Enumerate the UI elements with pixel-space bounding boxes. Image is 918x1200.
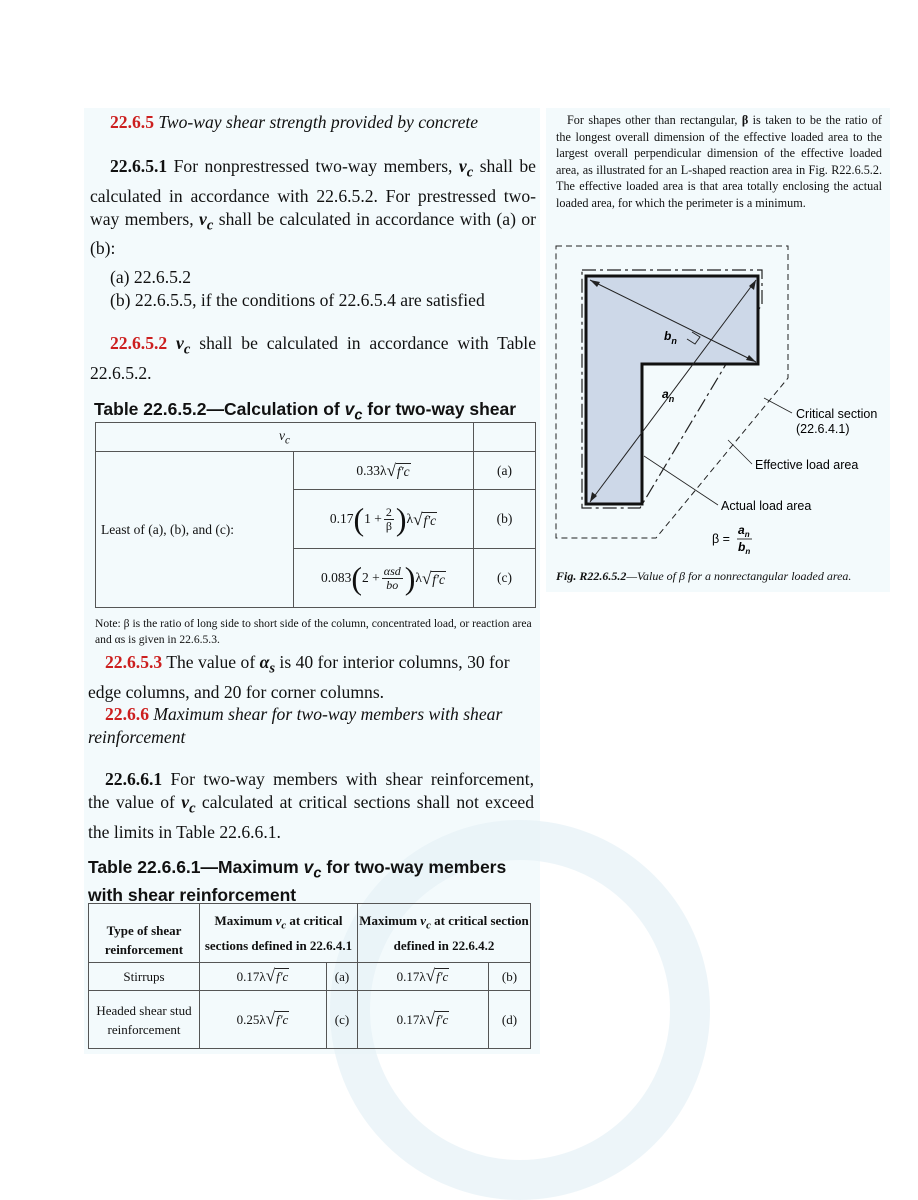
symbol-sub: c [313, 865, 322, 882]
table-row [89, 991, 531, 1049]
para-number: 22.6.5.1 [110, 156, 168, 176]
paragraph-22-6-6-1 [88, 768, 534, 844]
eq-lambda: λ [406, 511, 414, 526]
cell-value: 0.17λ √ f′c [358, 963, 489, 991]
commentary-part: is taken to be the ratio of the longest overall dimension of the effective loaded area to the largest overall perpendicular dimension of the effective loaded area, as illustrated for an L-shaped reaction area in Fig. R22.6.5.2. The effective loaded area is that area totally enclosing the actual loaded area, for which the perimeter is a minimum. [556, 113, 882, 210]
caption-text: —Value of β for a nonrectangular loaded area. [626, 569, 852, 583]
eq-num: αsd [383, 563, 401, 578]
header-text: at critical sections defined in 22.6.4.1 [204, 913, 353, 953]
eq-coef: 0.17λ [236, 969, 266, 984]
symbol-v: v [199, 208, 207, 229]
symbol-sub: c [285, 434, 290, 447]
para-text: shall be calculated in accordance with Table 22.6.5.2. [90, 333, 537, 383]
title-text: for two-way members [321, 857, 507, 877]
title-text: for two-way shear [362, 399, 517, 419]
label-actual-load: Actual load area [721, 499, 812, 513]
section-title: Two-way shear strength provided by concrete [158, 112, 479, 132]
cell-value: 0.25λ √ f′c [200, 991, 327, 1049]
label-critical-section: Critical section [796, 407, 878, 421]
paragraph-22-6-5-1 [90, 155, 536, 260]
para-text: calculated at critical sections shall not exceed the limits in Table 22.6.6.1. [88, 792, 534, 842]
paragraph-22-6-5-3 [88, 651, 534, 704]
eq-fc: f′c [276, 1012, 289, 1027]
cell-type: Headed shear stud reinforcement [89, 991, 200, 1049]
table-title-22-6-6-1 [88, 857, 538, 906]
eq-lambda: λ [415, 570, 422, 585]
symbol-v: v [344, 399, 355, 419]
header-text: Maximum [359, 913, 421, 929]
eq-coef: 0.17λ [396, 969, 426, 984]
para-number: 22.6.5.3 [105, 652, 163, 672]
eq-coef: 0.17λ [396, 1012, 426, 1027]
list-item-b: (b) 22.6.5.5, if the conditions of 22.6.5.4 are satisfied [110, 290, 485, 310]
symbol-v: v [279, 427, 285, 443]
table-header-empty [474, 423, 536, 452]
table-note: Note: β is the ratio of long side to short side of the column, concentrated load, or reaction area and αs is given in 22.6.5.3. [95, 617, 532, 646]
list-item-a: (a) 22.6.5.2 [110, 267, 192, 287]
eq-fc: f′c [432, 571, 445, 587]
label-effective-load: Effective load area [755, 458, 859, 472]
symbol-sub: c [354, 407, 363, 424]
cell-tag: (a) [327, 963, 358, 991]
eq-term: 2 + [362, 570, 380, 585]
table-22-6-5-2 [95, 422, 536, 608]
symbol-sub: c [466, 164, 474, 181]
tag-a: (a) [474, 452, 536, 490]
tag-c: (c) [474, 549, 536, 608]
caption-number: Fig. R22.6.5.2 [556, 569, 627, 583]
eq-num: 2 [385, 504, 392, 519]
title-text: Table 22.6.6.1—Maximum [88, 857, 304, 877]
commentary-text [556, 112, 882, 212]
eq-fc: f′c [396, 464, 410, 479]
leader-critical [764, 398, 792, 413]
symbol-sub: c [281, 919, 287, 932]
eq-coef: 0.083 [321, 570, 352, 585]
equation-a: 0.33λ √ f′c [294, 452, 474, 490]
cell-tag: (c) [327, 991, 358, 1049]
commentary-part: For shapes other than rectangular, [567, 113, 742, 127]
figure-caption [556, 569, 886, 584]
symbol-sub: s [269, 660, 276, 677]
table-row [89, 963, 531, 991]
eq-den: bo [386, 577, 399, 592]
title-text: with shear reinforcement [88, 884, 297, 905]
table-22-6-6-1 [88, 903, 531, 1049]
symbol-beta: β [741, 113, 749, 127]
cell-tag: (b) [489, 963, 531, 991]
cell-value: 0.17λ √ f′c [358, 991, 489, 1049]
symbol-v: v [420, 913, 427, 929]
beta-denominator: $b_n$ [738, 540, 751, 556]
eq-den: β [385, 518, 392, 533]
eq-fc: f′c [423, 512, 437, 528]
equation-c: 0.083 ( 2 + $\frac{\text{αsd}}{bo}$ ) λ √ f′c [294, 549, 474, 608]
symbol-v: v [303, 857, 314, 877]
leader-effective [728, 440, 752, 464]
table-header-vc [96, 423, 474, 452]
para-text: shall be calculated in accordance with 22.6.5.2. For prestressed two-way members, [90, 156, 536, 229]
label-critical-ref: (22.6.4.1) [796, 422, 850, 436]
beta-numerator: $a_n$ [738, 523, 750, 539]
leader-actual [644, 456, 718, 505]
symbol-v: v [176, 333, 184, 353]
section-title: Maximum shear for two-way members with shear reinforcement [88, 704, 503, 747]
para-text: The value of [162, 652, 260, 672]
para-text: For nonprestressed two-way members, [167, 156, 459, 176]
symbol-sub: c [189, 800, 196, 817]
label-beta-eq: β = [712, 532, 730, 546]
cell-type: Stirrups [89, 963, 200, 991]
label-an: $a_n$ [662, 387, 675, 404]
eq-term: 1 + [364, 511, 382, 526]
symbol-sub: c [206, 217, 214, 234]
label-bn: $b_n$ [664, 329, 677, 346]
cell-tag: (d) [489, 991, 531, 1049]
paragraph-22-6-5-2 [90, 332, 536, 385]
symbol-sub: c [426, 919, 431, 932]
eq-coef: 0.25λ [236, 1012, 266, 1027]
symbol-v: v [275, 913, 282, 929]
eq-fc: f′c [436, 969, 449, 984]
symbol-sub: c [183, 341, 191, 358]
tag-b: (b) [474, 490, 536, 549]
cell-value: 0.17λ √ f′c [200, 963, 327, 991]
header-text: Maximum [214, 913, 276, 929]
para-text: is 40 for interior columns, 30 for edge columns, and 20 for corner columns. [88, 652, 510, 702]
eq-coef: 0.17 [329, 511, 354, 526]
col-header-type: Type of shear reinforcement [89, 904, 200, 963]
section-number: 22.6.6 [105, 704, 149, 724]
para-number: 22.6.6.1 [105, 769, 163, 789]
figure-l-shaped-area [546, 240, 890, 560]
para-text: For two-way members with shear reinforcement, the value of [88, 769, 534, 812]
symbol-alpha: α [259, 652, 270, 672]
section-heading-22-6-5 [110, 111, 530, 134]
header-text: at critical section defined in 22.6.4.2 [393, 913, 529, 953]
col-header-max-1 [200, 904, 358, 963]
title-text: Table 22.6.5.2—Calculation of [94, 399, 345, 419]
section-heading-22-6-6 [88, 703, 534, 749]
actual-load-area [586, 276, 758, 504]
eq-fc: f′c [436, 1012, 449, 1027]
symbol-v: v [181, 792, 190, 812]
equation-b: 0.17 ( 1 + $\frac{2}{\beta}$ ) λ √ f′c [294, 490, 474, 549]
section-number: 22.6.5 [110, 112, 154, 132]
para-text: shall be calculated in accordance with (a) or (b): [90, 208, 537, 259]
eq-coef: 0.33λ [356, 462, 387, 478]
symbol-v: v [458, 156, 467, 176]
para-number: 22.6.5.2 [110, 333, 168, 353]
col-header-max-2 [358, 904, 531, 963]
row-label: Least of (a), (b), and (c): [96, 452, 294, 608]
eq-fc: f′c [276, 969, 289, 984]
